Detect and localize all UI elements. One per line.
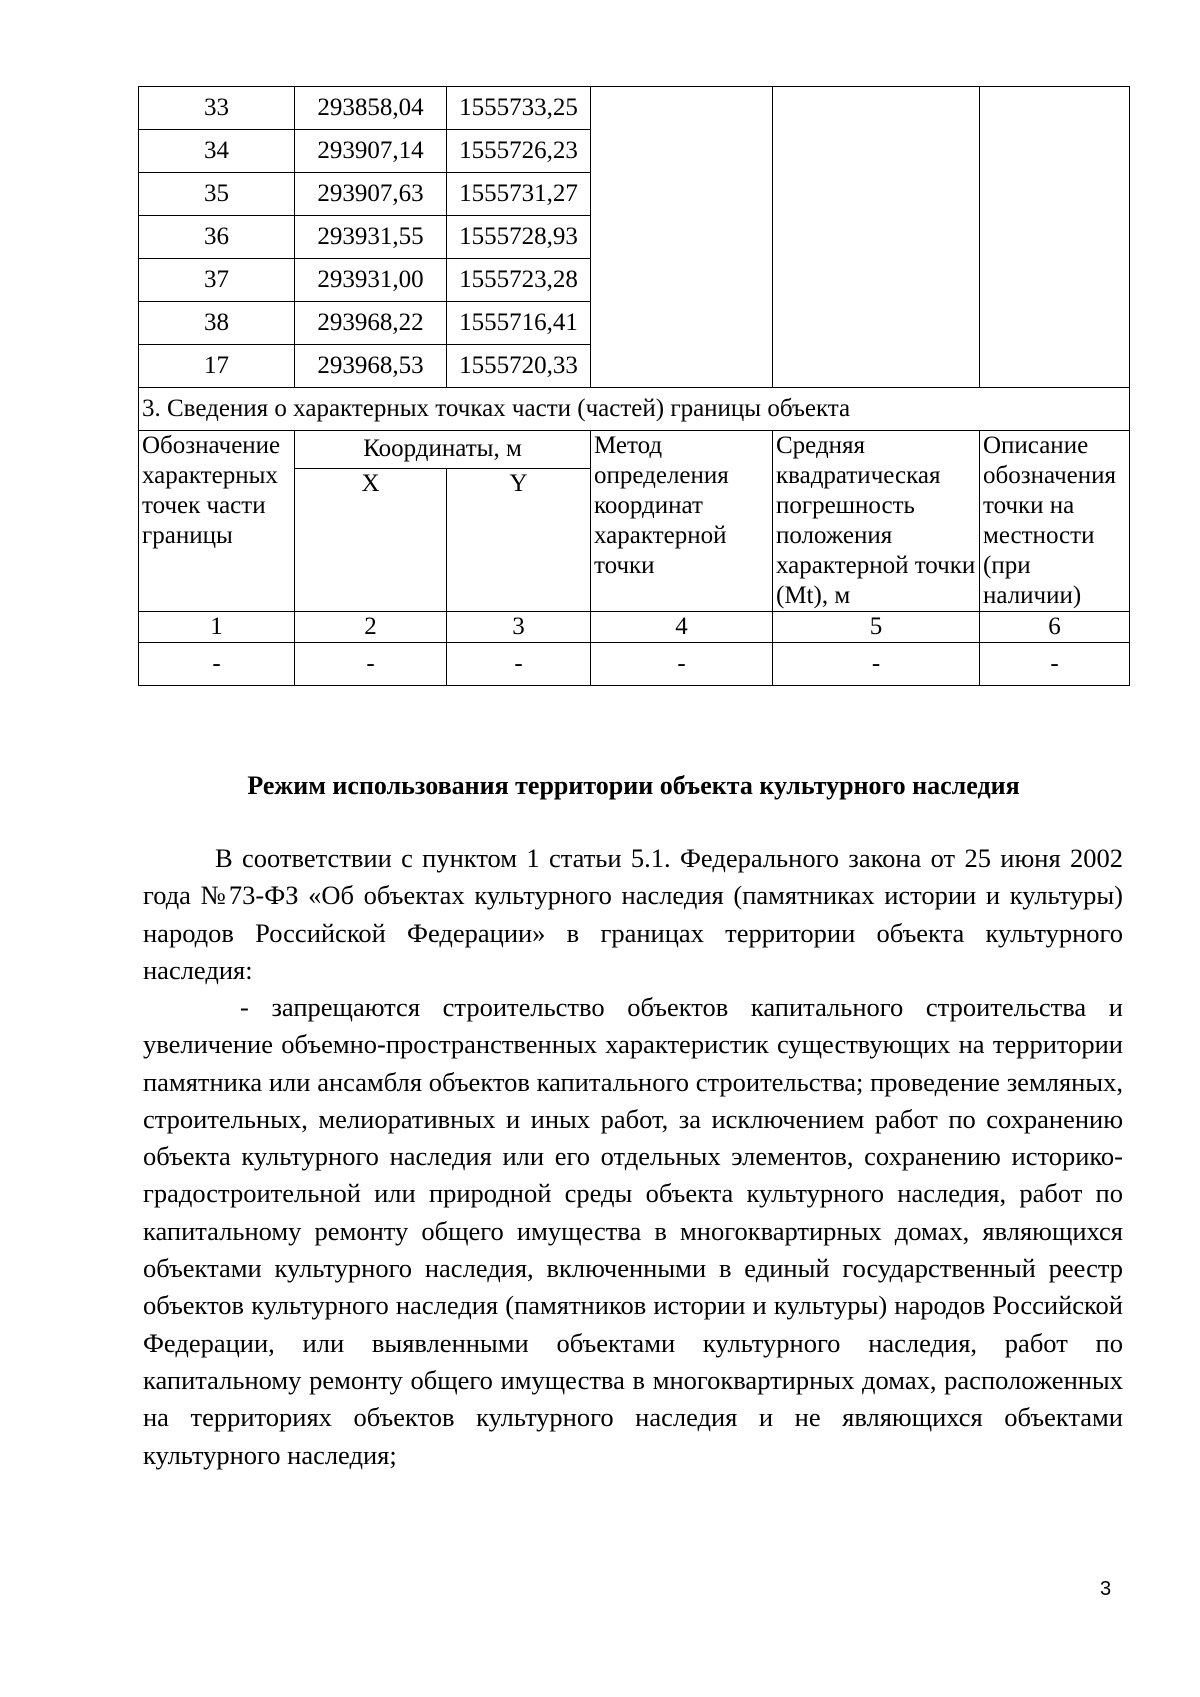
section-title-row — [139, 388, 1130, 431]
coord-y: 1555716,41 — [447, 302, 591, 345]
column-number: 4 — [591, 612, 773, 643]
paragraph: В соответствии с пунктом 1 статьи 5.1. Федерального закона от 25 июня 2002 года №73-ФЗ «Об объектах культурного наследия (памятниках истории и культуры) народов Российской Федерации» в границах территории объекта культурного наследия: — [143, 843, 1123, 985]
coord-y: 1555733,25 — [447, 87, 591, 130]
header-coordinates: Координаты, м — [295, 431, 591, 469]
column-number: 2 — [295, 612, 447, 643]
coord-y: 1555720,33 — [447, 345, 591, 388]
coord-x: 293907,14 — [295, 130, 447, 173]
dash-cell: - — [980, 643, 1130, 686]
point-number: 35 — [139, 173, 295, 216]
header-method: Метод определения координат характерной точки — [591, 431, 773, 612]
paragraph: - запрещаются строительство объектов капитального строительства и увеличение объемно-пространственных характеристик существующих на территории памятника или ансамбля объектов капитального строительства; проведение земляных, строительных, мелиоративных и иных работ, за исключением работ по сохранению объекта культурного наследия или его отдельных элементов, сохранению историко-градостроительной или природной среды объекта культурного наследия, работ по капитальному ремонту общего имущества в многоквартирных домах, являющихся объектами культурного наследия, включенными в единый государственный реестр объектов культурного наследия (памятников истории и культуры) народов Российской Федерации, или выявленными объектами культурного наследия, работ по капитальному ремонту общего имущества в многоквартирных домах, расположенных на территориях объектов культурного наследия и не являющихся объектами культурного наследия; — [143, 992, 1123, 1470]
coord-y: 1555728,93 — [447, 216, 591, 259]
table-row — [139, 87, 1130, 130]
coord-x: 293931,55 — [295, 216, 447, 259]
point-number: 17 — [139, 345, 295, 388]
column-number: 1 — [139, 612, 295, 643]
header-description: Описание обозначения точки на местности (при наличии) — [980, 431, 1130, 612]
coord-x: 293968,22 — [295, 302, 447, 345]
header-error: Средняя квадратическая погрешность положения характерной точки (Mt), м — [773, 431, 980, 612]
coord-x: 293858,04 — [295, 87, 447, 130]
coord-y: 1555723,28 — [447, 259, 591, 302]
coordinates-table — [138, 86, 1130, 686]
empty-error-cell — [773, 87, 980, 388]
point-number: 33 — [139, 87, 295, 130]
header-x: X — [295, 468, 447, 611]
column-number: 3 — [447, 612, 591, 643]
dash-cell: - — [139, 643, 295, 686]
empty-description-cell — [980, 87, 1130, 388]
dash-cell: - — [591, 643, 773, 686]
section-heading: Режим использования территории объекта культурного наследия — [247, 771, 1020, 800]
coord-y: 1555731,27 — [447, 173, 591, 216]
page-number: 3 — [1100, 1578, 1112, 1600]
point-number: 38 — [139, 302, 295, 345]
column-number: 6 — [980, 612, 1130, 643]
coord-y: 1555726,23 — [447, 130, 591, 173]
coord-x: 293968,53 — [295, 345, 447, 388]
header-designation: Обозначение характерных точек части границы — [139, 431, 295, 612]
point-number: 37 — [139, 259, 295, 302]
dash-cell: - — [773, 643, 980, 686]
section-3-title: 3. Сведения о характерных точках части (частей) границы объекта — [139, 388, 1130, 431]
header-y: Y — [447, 468, 591, 611]
header-row — [139, 431, 1130, 469]
coord-x: 293907,63 — [295, 173, 447, 216]
column-number: 5 — [773, 612, 980, 643]
dash-cell: - — [447, 643, 591, 686]
point-number: 34 — [139, 130, 295, 173]
table-row — [139, 643, 1130, 686]
point-number: 36 — [139, 216, 295, 259]
column-number-row — [139, 612, 1130, 643]
coord-x: 293931,00 — [295, 259, 447, 302]
empty-method-cell — [591, 87, 773, 388]
dash-cell: - — [295, 643, 447, 686]
